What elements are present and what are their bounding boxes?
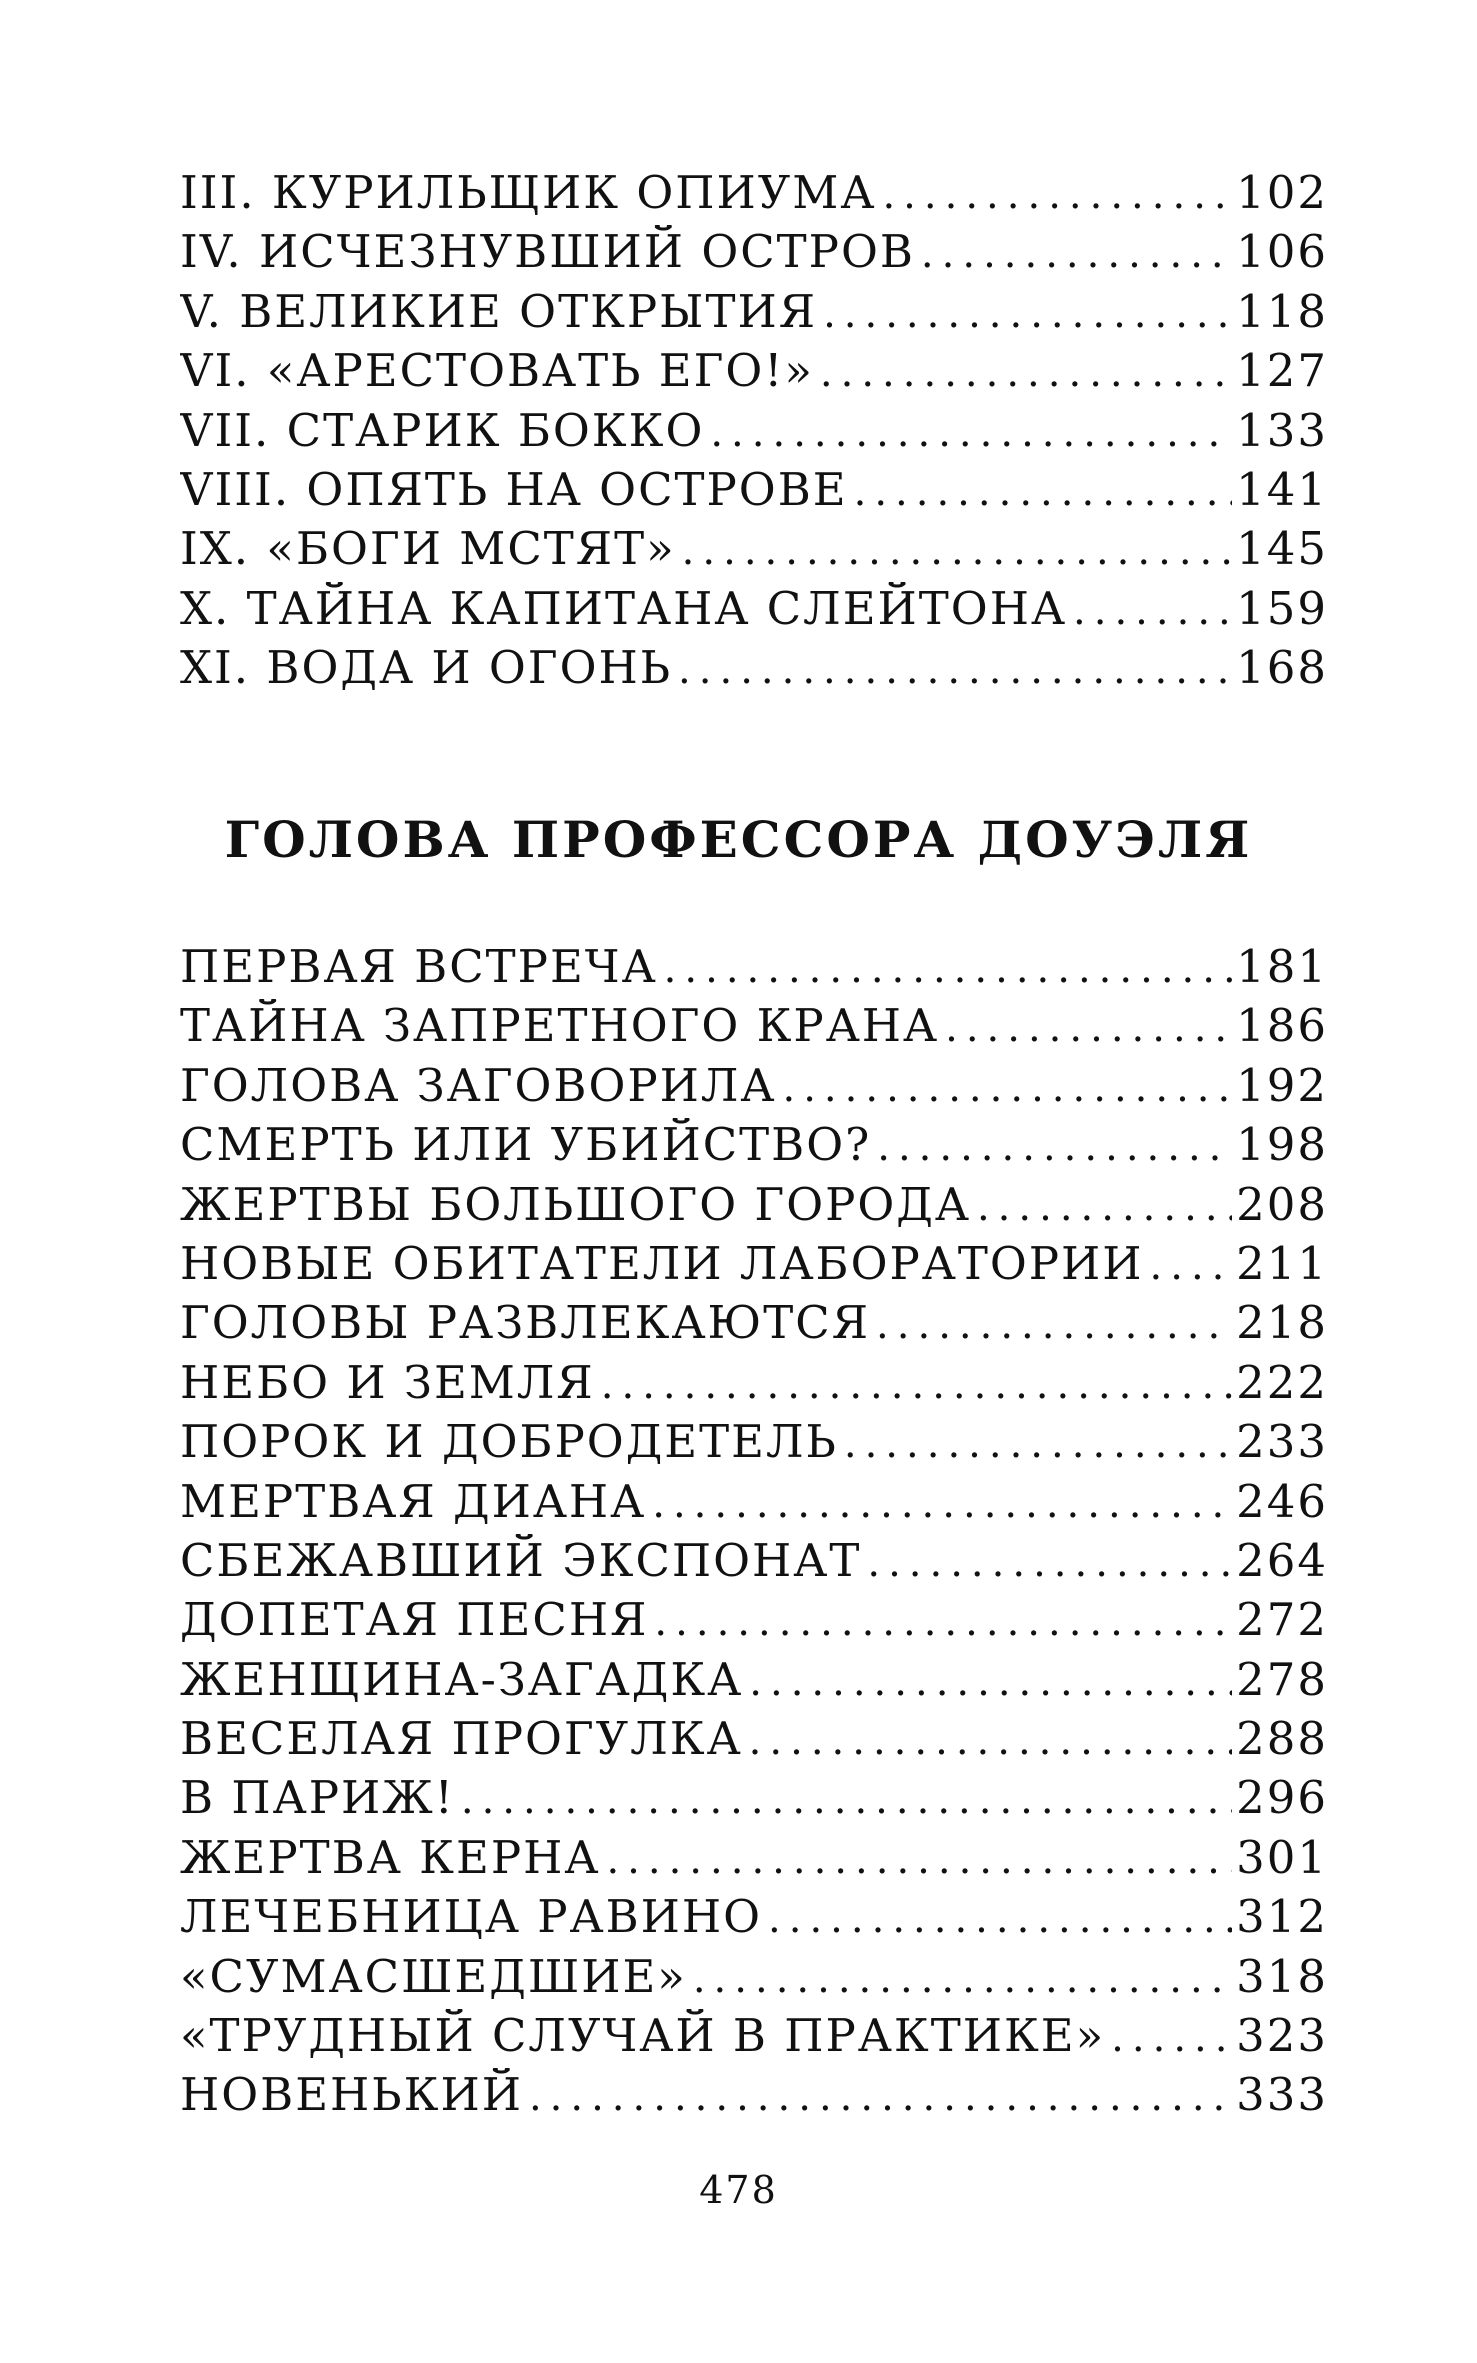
toc-entry <box>180 1653 1328 1712</box>
page-number: 478 <box>699 2168 778 2212</box>
dot-leader <box>876 1305 1232 1345</box>
toc-entry <box>180 1950 1328 2009</box>
toc-entry-page: 192 <box>1236 1058 1328 1112</box>
toc-entry-title: VI. «АРЕСТОВАТЬ ЕГО!» <box>180 344 814 398</box>
toc-entry <box>180 2009 1328 2068</box>
dot-leader <box>606 1840 1232 1880</box>
dot-leader <box>768 1899 1232 1939</box>
toc-entry-page: 159 <box>1236 581 1328 635</box>
toc-entry-title: ВЕСЕЛАЯ ПРОГУЛКА <box>180 1712 743 1766</box>
toc-entry-title: НОВЫЕ ОБИТАТЕЛИ ЛАБОРАТОРИИ <box>180 1236 1144 1290</box>
toc-entry-title: ЖЕРТВЫ БОЛЬШОГО ГОРОДА <box>180 1177 971 1231</box>
toc-entry <box>180 522 1328 581</box>
toc-entry <box>180 1118 1328 1177</box>
toc-entry-page: 318 <box>1236 1949 1328 2003</box>
toc-entry-title: ГОЛОВЫ РАЗВЛЕКАЮТСЯ <box>180 1296 871 1350</box>
dot-leader <box>823 294 1232 334</box>
toc-entry-page: 145 <box>1236 522 1328 576</box>
toc-entry <box>180 940 1328 999</box>
toc-entry-title: СБЕЖАВШИЙ ЭКСПОНАТ <box>180 1533 862 1587</box>
dot-leader <box>854 472 1232 512</box>
toc-entry-title: «СУМАСШЕДШИЕ» <box>180 1949 687 2003</box>
dot-leader <box>529 2077 1232 2117</box>
dot-leader <box>783 1068 1233 1108</box>
dot-leader <box>682 531 1232 571</box>
toc-entry-title: В ПАРИЖ! <box>180 1771 455 1825</box>
toc-entry-title: V. ВЕЛИКИЕ ОТКРЫТИЯ <box>180 284 818 338</box>
toc-entry-page: 272 <box>1236 1593 1328 1647</box>
toc-entry-page: 118 <box>1236 284 1328 338</box>
toc-entry-title: ЖЕНЩИНА-ЗАГАДКА <box>180 1652 744 1706</box>
toc-entry-title: X. ТАЙНА КАПИТАНА СЛЕЙТОНА <box>180 581 1068 635</box>
toc-entry-page: 133 <box>1236 403 1328 457</box>
toc-entry-page: 181 <box>1236 940 1328 993</box>
toc-entry <box>180 166 1328 225</box>
dot-leader <box>977 1187 1232 1227</box>
toc-entry-title: ЖЕРТВА КЕРНА <box>180 1830 601 1884</box>
dot-leader <box>664 949 1232 989</box>
toc-entry <box>180 1059 1328 1118</box>
toc-entry-title: VII. СТАРИК БОККО <box>180 403 705 457</box>
toc-entry <box>180 463 1328 522</box>
toc-entry-title: НОВЕНЬКИЙ <box>180 2068 523 2122</box>
toc-entry-page: 211 <box>1236 1236 1328 1290</box>
toc-entry <box>180 999 1328 1058</box>
toc-entry <box>180 1771 1328 1830</box>
dot-leader <box>1111 2018 1232 2058</box>
toc-entry <box>180 1296 1328 1355</box>
toc-entry <box>180 1831 1328 1890</box>
dot-leader <box>693 1959 1232 1999</box>
toc-entry-page: 127 <box>1236 344 1328 398</box>
toc-entry-page: 264 <box>1236 1533 1328 1587</box>
dot-leader <box>921 234 1232 274</box>
toc-entry-page: 278 <box>1236 1652 1328 1706</box>
toc-entry <box>180 344 1328 403</box>
toc-entry-title: VIII. ОПЯТЬ НА ОСТРОВЕ <box>180 462 848 516</box>
toc-entry-title: МЕРТВАЯ ДИАНА <box>180 1474 647 1528</box>
toc-entry-page: 168 <box>1236 641 1328 695</box>
toc-entry-title: III. КУРИЛЬЩИК ОПИУМА <box>180 166 877 219</box>
toc-entry-page: 208 <box>1236 1177 1328 1231</box>
toc-entry <box>180 1237 1328 1296</box>
toc-entry-title: НЕБО И ЗЕМЛЯ <box>180 1355 595 1409</box>
toc-entry-page: 333 <box>1236 2068 1328 2122</box>
toc-entry-title: ТАЙНА ЗАПРЕТНОГО КРАНА <box>180 999 940 1053</box>
dot-leader <box>877 1127 1232 1167</box>
dot-leader <box>749 1662 1232 1702</box>
toc-entry-title: ПЕРВАЯ ВСТРЕЧА <box>180 940 658 993</box>
toc-entry-page: 186 <box>1236 999 1328 1053</box>
toc-entry-title: IV. ИСЧЕЗНУВШИЙ ОСТРОВ <box>180 225 915 279</box>
toc-list-doyle <box>180 940 1328 2128</box>
toc-entry <box>180 2068 1328 2127</box>
toc-entry-title: ГОЛОВА ЗАГОВОРИЛА <box>180 1058 777 1112</box>
toc-entry-page: 301 <box>1236 1830 1328 1884</box>
dot-leader <box>461 1780 1232 1820</box>
toc-entry <box>180 641 1328 700</box>
toc-entry-title: «ТРУДНЫЙ СЛУЧАЙ В ПРАКТИКЕ» <box>180 2009 1106 2063</box>
toc-entry-page: 141 <box>1236 462 1328 516</box>
toc-entry <box>180 1890 1328 1949</box>
toc-entry <box>180 1534 1328 1593</box>
toc-entry-page: 312 <box>1236 1890 1328 1944</box>
toc-entry <box>180 1593 1328 1652</box>
toc-entry-page: 218 <box>1236 1296 1328 1350</box>
toc-entry-page: 288 <box>1236 1712 1328 1766</box>
dot-leader <box>710 413 1232 453</box>
toc-entry <box>180 1475 1328 1534</box>
toc-entry-title: XI. ВОДА И ОГОНЬ <box>180 641 673 695</box>
toc-entry <box>180 1178 1328 1237</box>
dot-leader <box>882 175 1232 215</box>
toc-entry-page: 296 <box>1236 1771 1328 1825</box>
toc-entry-title: IX. «БОГИ МСТЯТ» <box>180 522 676 576</box>
dot-leader <box>601 1365 1232 1405</box>
toc-entry-page: 106 <box>1236 225 1328 279</box>
dot-leader <box>844 1424 1232 1464</box>
toc-entry <box>180 1415 1328 1474</box>
dot-leader <box>1150 1246 1233 1286</box>
dot-leader <box>820 353 1232 393</box>
dot-leader <box>678 650 1232 690</box>
toc-entry-title: ПОРОК И ДОБРОДЕТЕЛЬ <box>180 1415 838 1469</box>
section-heading: ГОЛОВА ПРОФЕССОРА ДОУЭЛЯ <box>224 810 1253 869</box>
toc-entry-page: 323 <box>1236 2009 1328 2063</box>
toc-entry-page: 198 <box>1236 1118 1328 1172</box>
dot-leader <box>1073 591 1232 631</box>
dot-leader <box>945 1008 1232 1048</box>
dot-leader <box>652 1484 1232 1524</box>
toc-entry <box>180 404 1328 463</box>
toc-entry-title: СМЕРТЬ ИЛИ УБИЙСТВО? <box>180 1118 872 1172</box>
toc-entry <box>180 1712 1328 1771</box>
dot-leader <box>654 1602 1232 1642</box>
toc-entry-title: ДОПЕТАЯ ПЕСНЯ <box>180 1593 649 1647</box>
toc-entry-page: 233 <box>1236 1415 1328 1469</box>
toc-entry-title: ЛЕЧЕБНИЦА РАВИНО <box>180 1890 763 1944</box>
toc-entry <box>180 285 1328 344</box>
dot-leader <box>867 1543 1232 1583</box>
toc-list-continued <box>180 166 1328 701</box>
toc-entry-page: 102 <box>1236 166 1328 219</box>
toc-entry <box>180 225 1328 284</box>
toc-entry <box>180 1356 1328 1415</box>
toc-entry <box>180 582 1328 641</box>
toc-entry-page: 222 <box>1236 1355 1328 1409</box>
dot-leader <box>749 1721 1232 1761</box>
toc-entry-page: 246 <box>1236 1474 1328 1528</box>
